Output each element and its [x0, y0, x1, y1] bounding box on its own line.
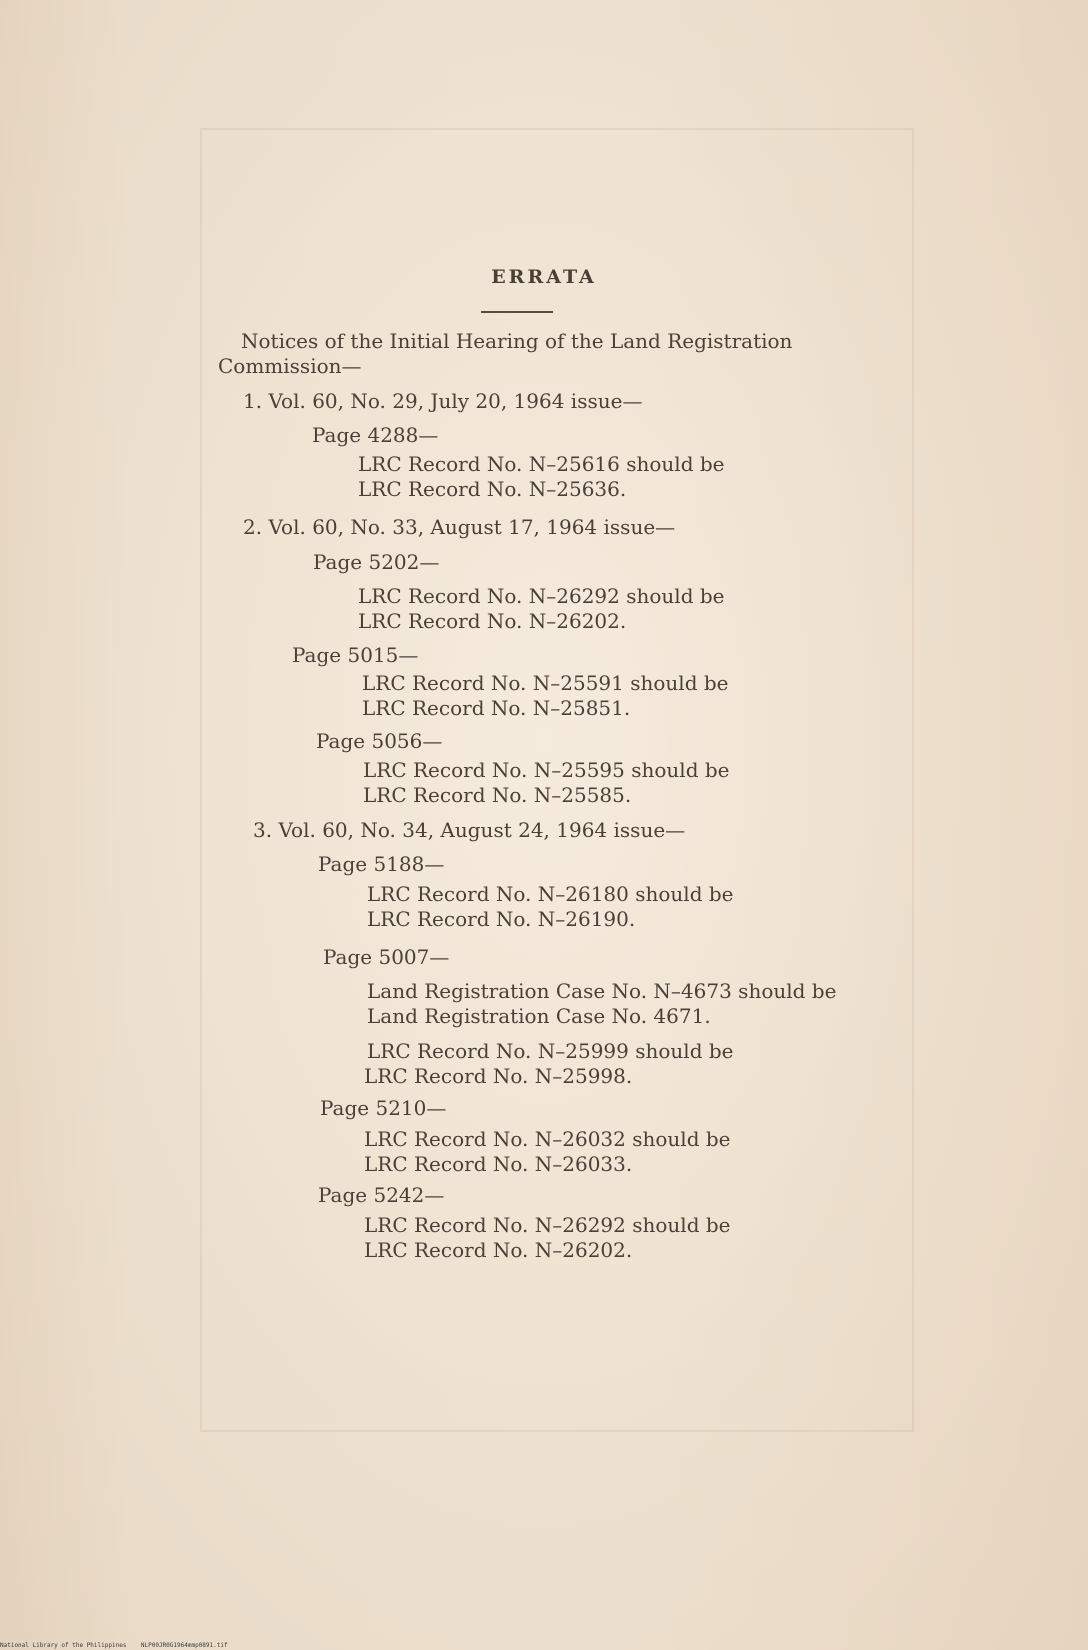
section-heading: 2. Vol. 60, No. 33, August 17, 1964 issue— — [243, 515, 676, 539]
correction-right: LRC Record No. N–26190. — [367, 907, 636, 931]
page-reference: Page 5210— — [320, 1096, 447, 1120]
correction-right: LRC Record No. N–25636. — [358, 477, 627, 501]
correction-wrong: LRC Record No. N–26292 should be — [358, 584, 725, 608]
page-reference: Page 5202— — [313, 550, 440, 574]
correction-right: LRC Record No. N–25851. — [362, 696, 631, 720]
correction-right: LRC Record No. N–26202. — [364, 1238, 633, 1262]
section-heading: 1. Vol. 60, No. 29, July 20, 1964 issue— — [243, 389, 643, 413]
correction-right: LRC Record No. N–26202. — [358, 609, 627, 633]
correction-wrong: LRC Record No. N–25999 should be — [367, 1039, 734, 1063]
correction-wrong: LRC Record No. N–26292 should be — [364, 1213, 731, 1237]
correction-wrong: LRC Record No. N–25591 should be — [362, 671, 729, 695]
page-reference: Page 5188— — [318, 852, 445, 876]
page-reference: Page 4288— — [312, 423, 439, 447]
correction-wrong: LRC Record No. N–26032 should be — [364, 1127, 731, 1151]
page-reference: Page 5015— — [292, 643, 419, 667]
title-rule — [481, 311, 553, 313]
page-title: ERRATA — [491, 266, 597, 288]
footer-file: NLP00JR0G1964mmp0891.tif — [140, 1642, 228, 1649]
correction-wrong: LRC Record No. N–26180 should be — [367, 882, 734, 906]
page-reference: Page 5242— — [318, 1183, 445, 1207]
page-reference: Page 5056— — [316, 729, 443, 753]
correction-right: Land Registration Case No. 4671. — [367, 1004, 711, 1028]
intro-line-1: Notices of the Initial Hearing of the Land Registration — [241, 329, 793, 353]
correction-wrong: Land Registration Case No. N–4673 should be — [367, 979, 837, 1003]
correction-wrong: LRC Record No. N–25595 should be — [363, 758, 730, 782]
section-heading: 3. Vol. 60, No. 34, August 24, 1964 issue— — [253, 818, 686, 842]
page-reference: Page 5007— — [323, 945, 450, 969]
correction-right: LRC Record No. N–26033. — [364, 1152, 633, 1176]
footer-source: National Library of the Philippines — [0, 1642, 127, 1649]
scan-footer — [0, 1642, 228, 1649]
correction-right: LRC Record No. N–25585. — [363, 783, 632, 807]
correction-wrong: LRC Record No. N–25616 should be — [358, 452, 725, 476]
intro-line-2: Commission— — [218, 354, 362, 378]
correction-right: LRC Record No. N–25998. — [364, 1064, 633, 1088]
